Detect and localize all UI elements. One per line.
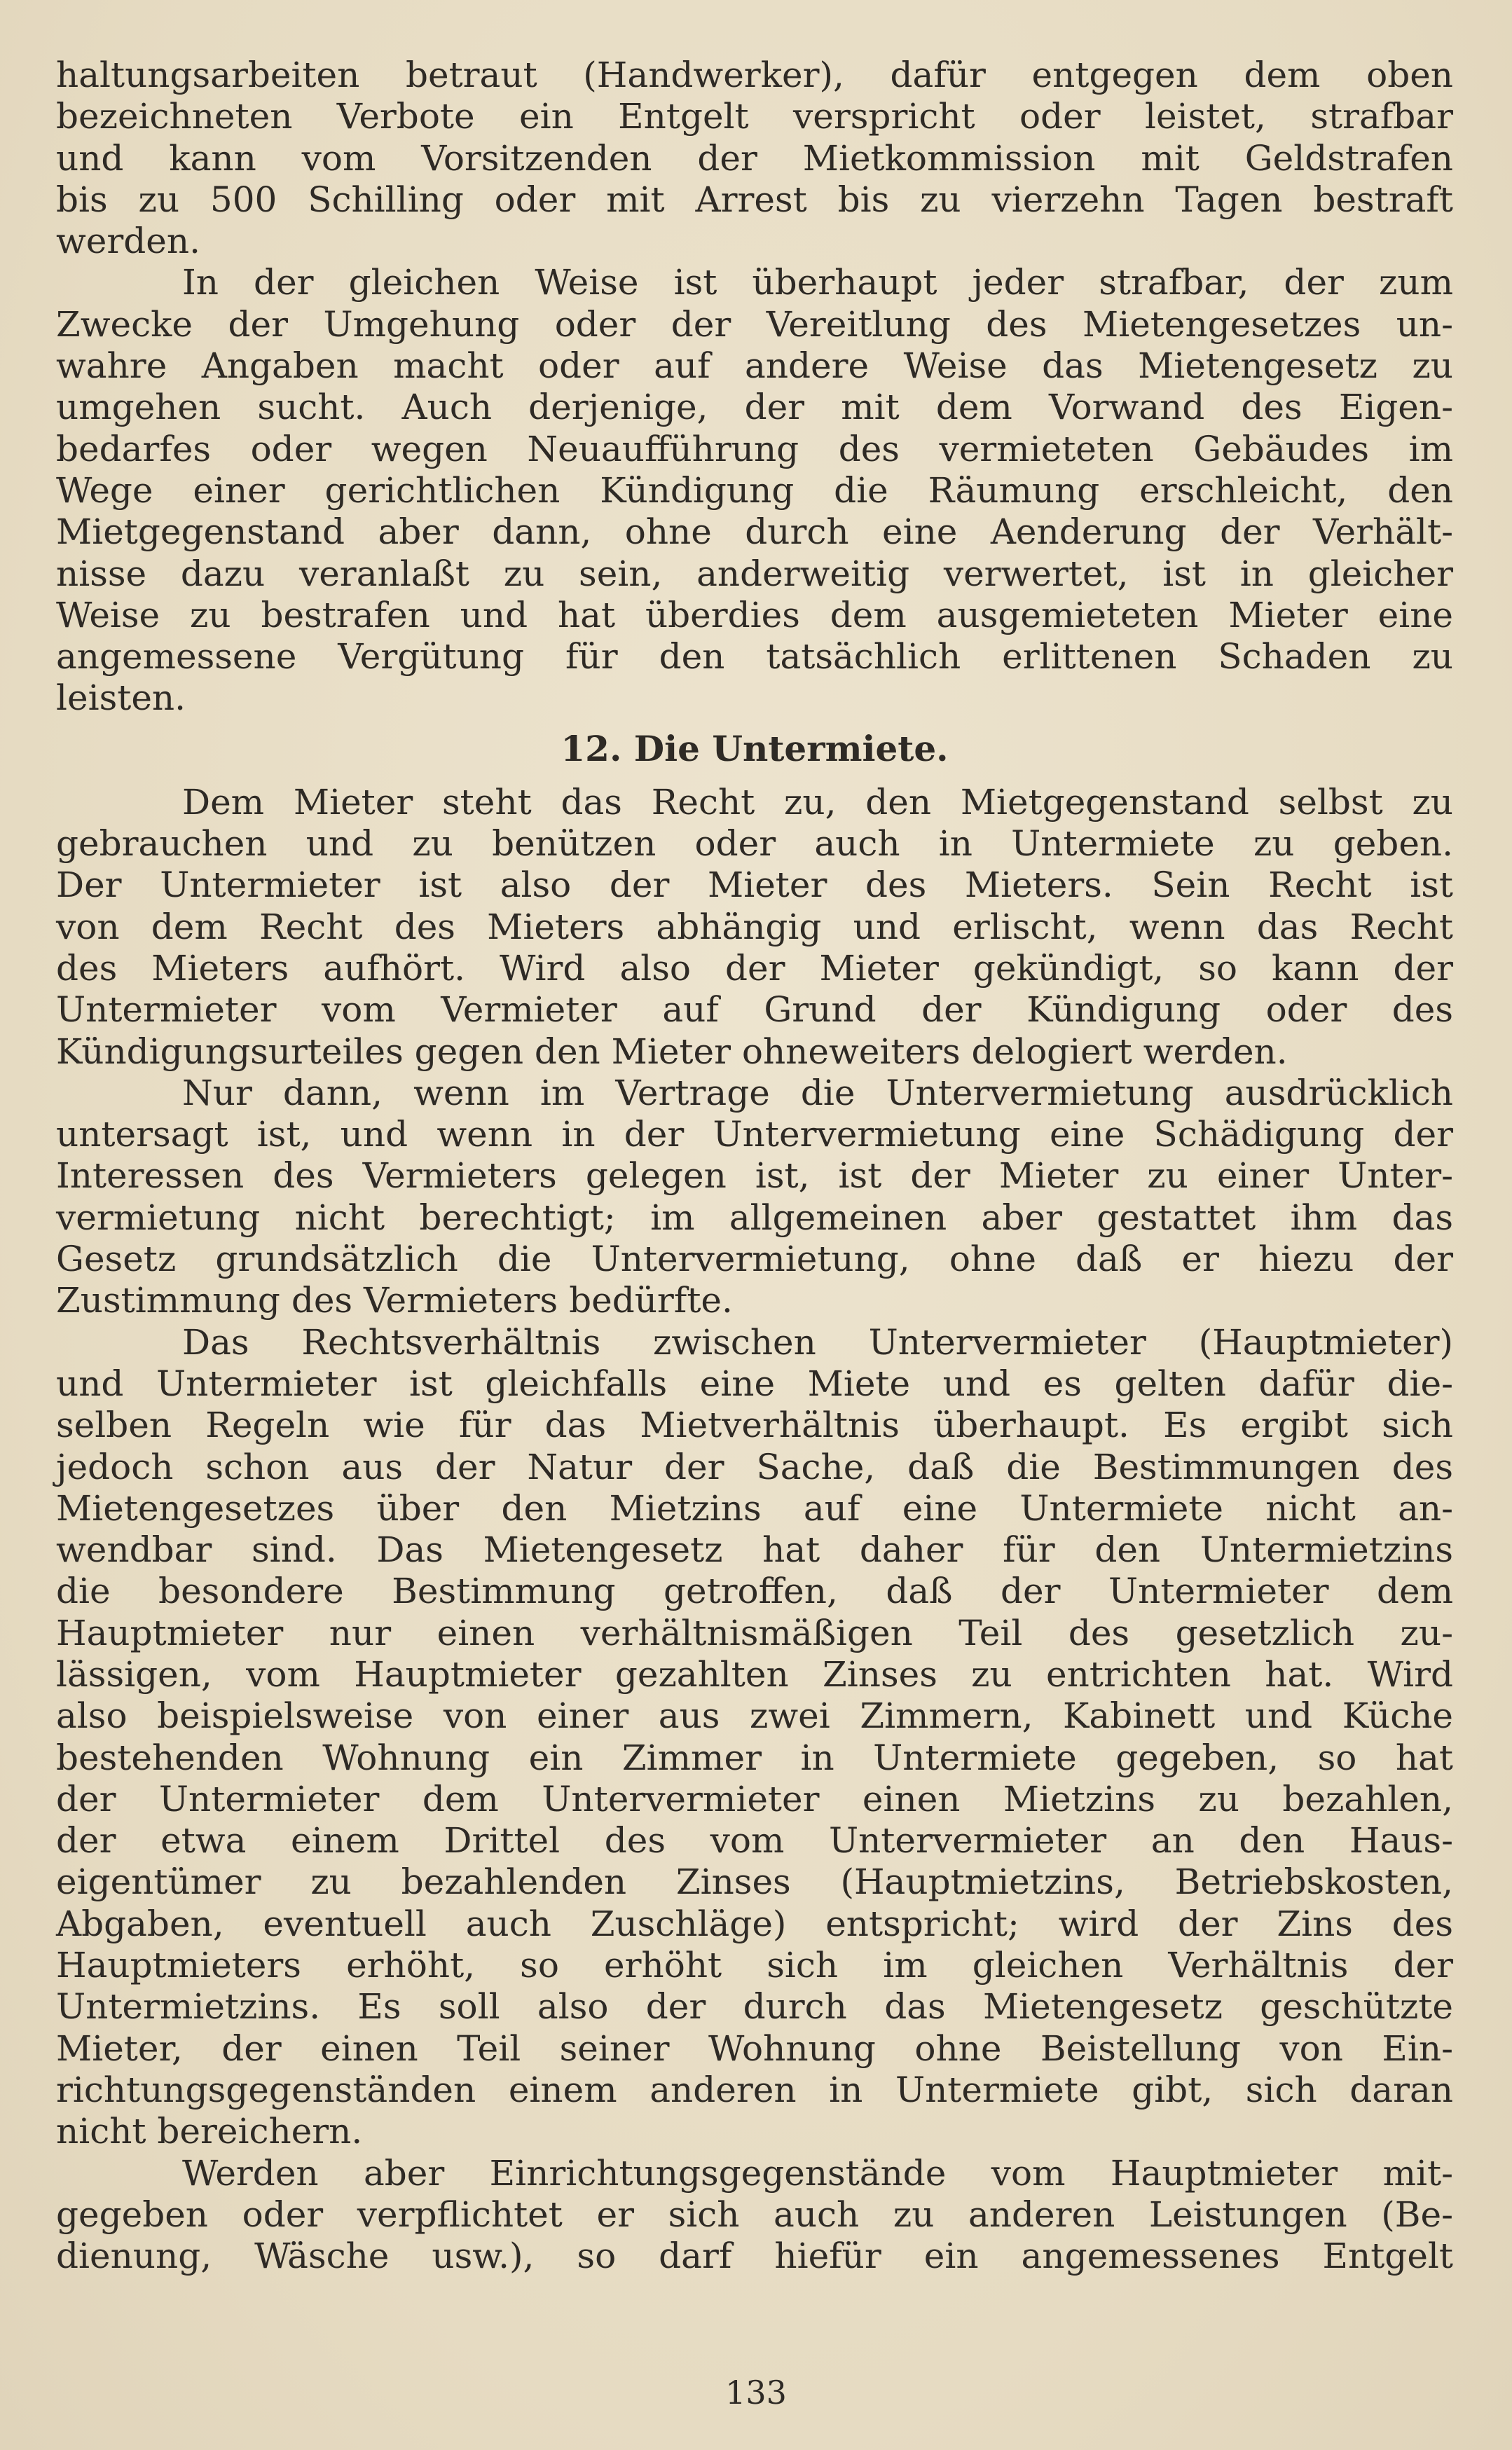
text-line: Abgaben, eventuell auch Zuschläge) entspricht; wird der Zins des (56, 1903, 1453, 1944)
text-line: die besondere Bestimmung getroffen, daß der Untermieter dem (56, 1571, 1453, 1612)
paragraph-p6 (56, 2153, 1453, 2278)
text-line: der Untermieter dem Untervermieter einen Mietzins zu bezahlen, (56, 1778, 1453, 1819)
text-line: und kann vom Vorsitzenden der Mietkommission mit Geldstrafen (56, 137, 1453, 179)
text-line: bis zu 500 Schilling oder mit Arrest bis zu vierzehn Tagen bestraft (56, 179, 1453, 220)
text-line: von dem Recht des Mieters abhängig und erlischt, wenn das Recht (56, 906, 1453, 947)
text-line: Mieter, der einen Teil seiner Wohnung ohne Beistellung von Ein- (56, 2028, 1453, 2069)
text-line: leisten. (56, 677, 186, 719)
text-line: angemessene Vergütung für den tatsächlich erlittenen Schaden zu (56, 636, 1453, 677)
text-line: also beispielsweise von einer aus zwei Zimmern, Kabinett und Küche (56, 1695, 1453, 1737)
text-line: bezeichneten Verbote ein Entgelt verspricht oder leistet, strafbar (56, 96, 1453, 137)
text-line: werden. (56, 221, 200, 262)
text-line: Mietgegenstand aber dann, ohne durch eine Aenderung der Verhält- (56, 511, 1453, 553)
paragraph-p2 (56, 262, 1453, 719)
text-line: Untermietzins. Es soll also der durch das Mietengesetz geschützte (56, 1986, 1453, 2028)
text-line: wahre Angaben macht oder auf andere Weise das Mietengesetz zu (56, 345, 1453, 387)
text-line: der etwa einem Drittel des vom Untervermieter an den Haus- (56, 1820, 1453, 1861)
pre-section-text (56, 55, 1453, 720)
text-line: gegeben oder verpflichtet er sich auch zu anderen Leistungen (Be- (56, 2194, 1453, 2235)
text-line: vermietung nicht berechtigt; im allgemeinen aber gestattet ihm das (56, 1197, 1453, 1238)
text-line: Werden aber Einrichtungsgegenstände vom Hauptmieter mit- (182, 2152, 1453, 2194)
text-line: bestehenden Wohnung ein Zimmer in Untermiete gegeben, so hat (56, 1737, 1453, 1778)
text-line: richtungsgegenständen einem anderen in Untermiete gibt, sich daran (56, 2069, 1453, 2110)
text-line: Mietengesetzes über den Mietzins auf eine Untermiete nicht an- (56, 1487, 1453, 1529)
text-line: lässigen, vom Hauptmieter gezahlten Zinses zu entrichten hat. Wird (56, 1653, 1453, 1695)
text-line: Gesetz grundsätzlich die Untervermietung, ohne daß er hiezu der (56, 1239, 1453, 1280)
text-line: Nur dann, wenn im Vertrage die Untervermietung ausdrücklich (182, 1072, 1453, 1113)
text-line: Hauptmieter nur einen verhältnismäßigen Teil des gesetzlich zu- (56, 1612, 1453, 1653)
text-line: Der Untermieter ist also der Mieter des Mieters. Sein Recht ist (56, 865, 1453, 906)
text-line: Zwecke der Umgehung oder der Vereitlung des Mietengesetzes un- (56, 303, 1453, 345)
text-line: und Untermieter ist gleichfalls eine Miete und es gelten dafür die- (56, 1363, 1453, 1404)
text-line: bedarfes oder wegen Neuaufführung des vermieteten Gebäudes im (56, 428, 1453, 469)
text-line: Interessen des Vermieters gelegen ist, ist der Mieter zu einer Unter- (56, 1155, 1453, 1197)
text-line: gebrauchen und zu benützen oder auch in Untermiete zu geben. (56, 823, 1453, 865)
text-line: selben Regeln wie für das Mietverhältnis überhaupt. Es ergibt sich (56, 1405, 1453, 1446)
section-heading: 12. Die Untermiete. (561, 727, 949, 769)
text-line: dienung, Wäsche usw.), so darf hiefür ein angemessenes Entgelt (56, 2236, 1453, 2277)
page-body (56, 55, 1453, 2277)
text-line: eigentümer zu bezahlenden Zinses (Hauptmietzins, Betriebskosten, (56, 1861, 1453, 1903)
text-line: Untermieter vom Vermieter auf Grund der Kündigung oder des (56, 989, 1453, 1031)
paragraph-p1 (56, 55, 1453, 262)
text-line: nisse dazu veranlaßt zu sein, anderweitig verwertet, ist in gleicher (56, 553, 1453, 594)
text-line: Hauptmieters erhöht, so erhöht sich im gleichen Verhältnis der (56, 1945, 1453, 1986)
text-line: Weise zu bestrafen und hat überdies dem ausgemieteten Mieter eine (56, 594, 1453, 635)
text-line: untersagt ist, und wenn in der Untervermietung eine Schädigung der (56, 1114, 1453, 1155)
section-text (56, 782, 1453, 2278)
text-line: umgehen sucht. Auch derjenige, der mit dem Vorwand des Eigen- (56, 387, 1453, 428)
text-line: jedoch schon aus der Natur der Sache, daß die Bestimmungen des (56, 1446, 1453, 1487)
text-line: haltungsarbeiten betraut (Handwerker), dafür entgegen dem oben (56, 55, 1453, 95)
text-line: des Mieters aufhört. Wird also der Mieter gekündigt, so kann der (56, 947, 1453, 989)
text-line: Zustimmung des Vermieters bedürfte. (56, 1280, 733, 1321)
text-line: In der gleichen Weise ist überhaupt jeder strafbar, der zum (182, 262, 1453, 303)
paragraph-p4 (56, 1073, 1453, 1322)
paragraph-p5 (56, 1322, 1453, 2153)
text-line: Kündigungsurteiles gegen den Mieter ohneweiters delogiert werden. (56, 1031, 1288, 1072)
text-line: Dem Mieter steht das Recht zu, den Mietgegenstand selbst zu (182, 781, 1453, 823)
text-line: nicht bereichern. (56, 2111, 363, 2152)
text-line: Wege einer gerichtlichen Kündigung die Räumung erschleicht, den (56, 469, 1453, 511)
text-line: wendbar sind. Das Mietengesetz hat daher für den Untermietzins (56, 1529, 1453, 1571)
text-line: Das Rechtsverhältnis zwischen Untervermieter (Hauptmieter) (182, 1321, 1453, 1363)
page-number: 133 (725, 2374, 787, 2411)
paragraph-p3 (56, 782, 1453, 1073)
